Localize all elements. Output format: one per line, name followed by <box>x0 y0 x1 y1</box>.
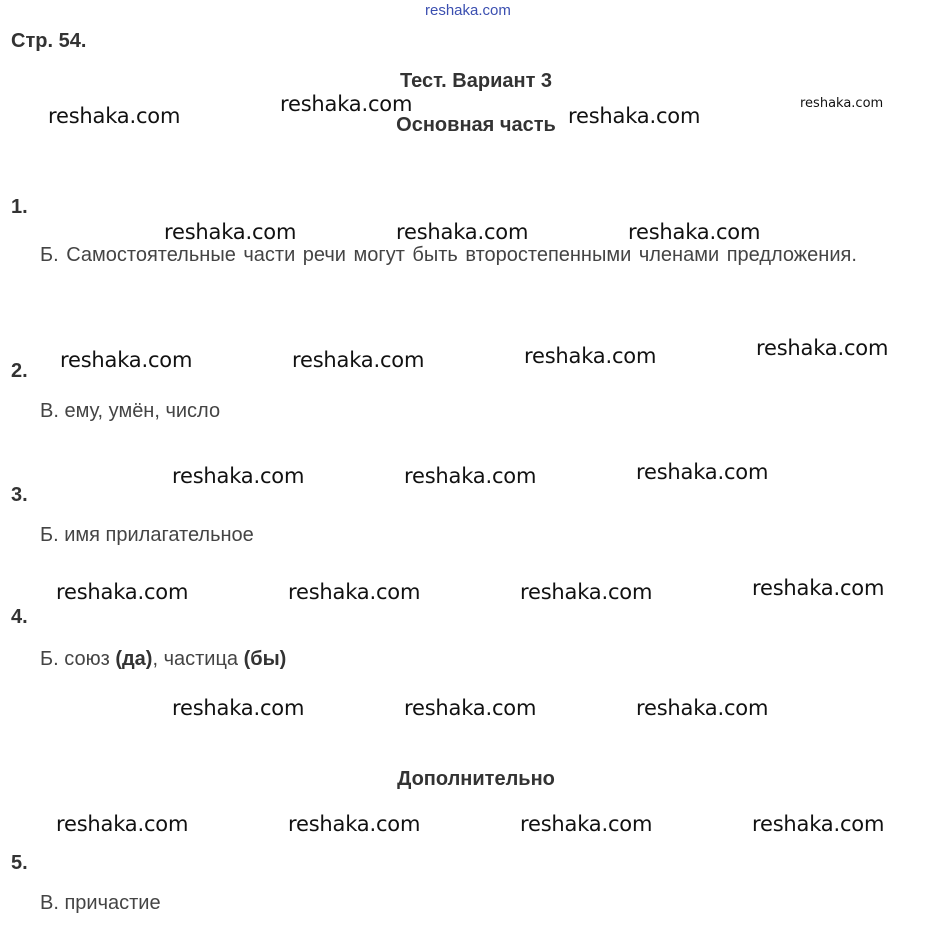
question-number: 3. <box>11 484 28 506</box>
answer-text <box>40 648 286 671</box>
watermark: reshaka.com <box>172 696 305 720</box>
watermark: reshaka.com <box>756 336 889 360</box>
watermark: reshaka.com <box>524 344 657 368</box>
watermark: reshaka.com <box>396 220 529 244</box>
answer-prefix: Б. союз <box>40 648 116 670</box>
watermark: reshaka.com <box>520 580 653 604</box>
page-label: Стр. 54. <box>11 30 87 52</box>
watermark: reshaka.com <box>520 812 653 836</box>
watermark: reshaka.com <box>752 812 885 836</box>
question-number: 1. <box>11 196 28 218</box>
watermark: reshaka.com <box>628 220 761 244</box>
watermark: reshaka.com <box>164 220 297 244</box>
watermark: reshaka.com <box>56 580 189 604</box>
question-number: 4. <box>11 606 28 628</box>
watermark: reshaka.com <box>172 464 305 488</box>
answer-text: Б. Самостоятельные части речи могут быть второстепенными членами предложения. <box>40 244 857 266</box>
watermark: reshaka.com <box>288 812 421 836</box>
watermark: reshaka.com <box>752 576 885 600</box>
test-title: Тест. Вариант 3 <box>399 70 553 92</box>
watermark: reshaka.com <box>636 460 769 484</box>
question-number: 2. <box>11 360 28 382</box>
watermark: reshaka.com <box>60 348 193 372</box>
answer-middle: , частица <box>152 648 244 670</box>
watermark: reshaka.com <box>636 696 769 720</box>
watermark: reshaka.com <box>48 104 181 128</box>
answer-bold-conjunction: (да) <box>115 648 153 670</box>
header-watermark: reshaka.com <box>425 2 511 19</box>
watermark: reshaka.com <box>292 348 425 372</box>
watermark: reshaka.com <box>56 812 189 836</box>
answer-text: В. причастие <box>40 892 161 914</box>
section-subtitle: Основная часть <box>396 114 556 136</box>
question-number: 5. <box>11 852 28 874</box>
answer-bold-particle: (бы) <box>243 648 287 670</box>
answer-text: Б. имя прилагательное <box>40 524 254 546</box>
watermark: reshaka.com <box>404 464 537 488</box>
watermark: reshaka.com <box>568 104 701 128</box>
watermark: reshaka.com <box>404 696 537 720</box>
watermark: reshaka.com <box>800 96 884 111</box>
additional-heading: Дополнительно <box>397 768 555 790</box>
watermark: reshaka.com <box>288 580 421 604</box>
watermark: reshaka.com <box>280 92 413 116</box>
answer-text: В. ему, умён, число <box>40 400 221 422</box>
